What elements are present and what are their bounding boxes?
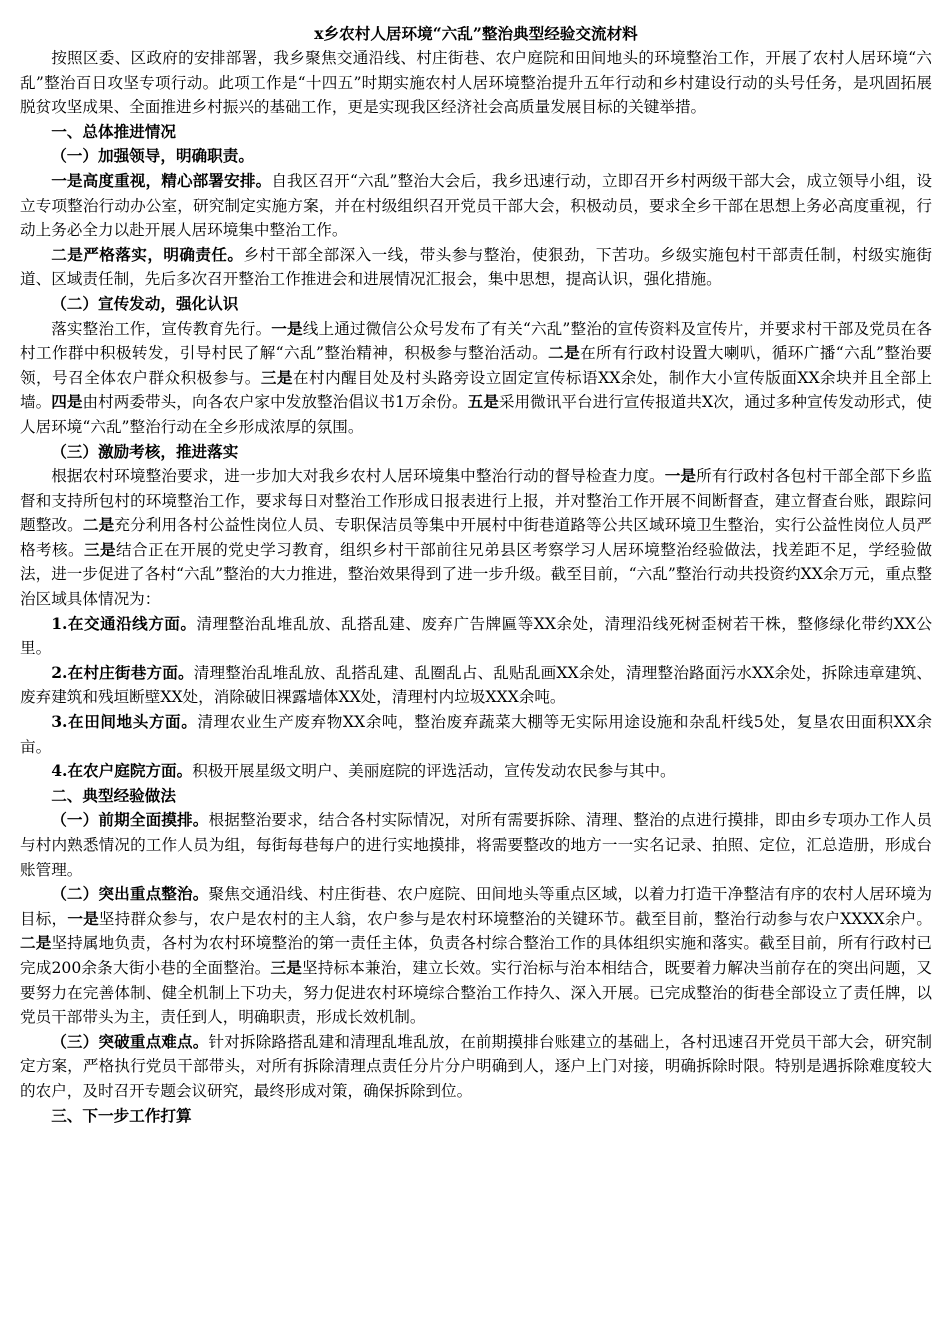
body-text: 所有行政村各包村干部全部下乡监督和支持所包村的环境整治工作，要求每日对整治工作形成日报表进行上报，并对整治工作开展不间断督查，建立督查台账，跟踪问题整改。 (20, 467, 932, 535)
section2-paragraph1 (20, 808, 932, 882)
list-item (20, 759, 932, 784)
section1-sub1-paragraph2 (20, 243, 932, 292)
list-item (20, 661, 932, 710)
body-text: 充分利用各村公益性岗位人员、专职保洁员等集中开展村中街巷道路等公共区域环境卫生整治，实行公益性岗位人员严格考核。 (20, 516, 932, 559)
keyword: 一是 (67, 908, 99, 928)
section1-heading: 一、总体推进情况 (51, 121, 176, 141)
section1-sub3-paragraph (20, 464, 932, 612)
keyword: 二是 (548, 343, 581, 363)
body-text: 清理整治乱堆乱放、乱搭乱建、废弃广告牌匾等XX余处，清理沿线死树歪树若干株，整修绿化带约XX公里。 (20, 614, 932, 658)
list-item (20, 710, 932, 759)
list-item (20, 612, 932, 661)
section1-sub1-paragraph1 (20, 169, 932, 243)
section1-sub1-heading: （一）加强领导，明确职责。 (51, 146, 254, 166)
body-text: 结合正在开展的党史学习教育，组织乡村干部前往兄弟县区考察学习人居环境整治经验做法，找差距不足，学经验做法，进一步促进了各村“六乱”整治的大力推进，整治效果得到了进一步升级。截至目前，“六乱”整治行动共投资约XX余万元，重点整治区域具体情况为： (20, 540, 932, 609)
lead-text: （一）前期全面摸排。 (51, 810, 209, 830)
lead-text: （二）突出重点整治。 (51, 884, 209, 904)
body-text: 采用微讯平台进行宣传报道共X次，通过多种宣传发动形式，使人居环境“六乱”整治行动在全乡形成浓厚的氛围。 (20, 393, 932, 436)
body-text: 线上通过微信公众号发布了有关“六乱”整治的宣传资料及宣传片，并要求村干部及党员在各村工作群中积极转发，引导村民了解“六乱”整治精神，积极参与整治活动。 (20, 319, 932, 363)
keyword: 二是 (82, 515, 115, 535)
body-text: 清理农业生产废弃物XX余吨，整治废弃蔬菜大棚等无实际用途设施和杂乱杆线5处，复垦农田面积XX余亩。 (20, 713, 933, 756)
body-text: 乡村干部全部深入一线，带头参与整治，使狠劲，下苦功。乡级实施包村干部责任制，村级实施街道、区域责任制，先后多次召开整治工作推进会和进展情况汇报会，集中思想，提高认识，强化措施。 (20, 245, 932, 289)
body-text: 由村两委带头，向各农户家中发放整治倡议书1万余份。 (82, 393, 468, 412)
document-title: x乡农村人居环境“六乱”整治典型经验交流材料 (314, 24, 638, 43)
body-text: 聚焦交通沿线、村庄街巷、农户庭院、田间地头等重点区域，以着力打造干净整洁有序的农村人居环境为目标， (20, 885, 932, 928)
section3-heading: 三、下一步工作打算 (51, 1105, 192, 1125)
keyword: 三是 (260, 367, 293, 387)
body-text: 针对拆除路搭乱建和清理乱堆乱放，在前期摸排台账建立的基础上，各村迅速召开党员干部大会，研究制定方案，严格执行党员干部带头，对所有拆除清理点责任分片分户明确到人，逐户上门对接，明确拆除时限。特别是遇拆除难度较大的农户，及时召开专题会议研究，最终形成对策，确保拆除到位。 (20, 1032, 932, 1100)
keyword: 四是 (51, 392, 83, 412)
lead-text: 3.在田间地头方面。 (51, 712, 198, 732)
section1-sub2-paragraph (20, 317, 932, 440)
lead-text: 1.在交通沿线方面。 (51, 613, 197, 633)
section2-heading: 二、典型经验做法 (51, 785, 176, 805)
section2-paragraph2 (20, 882, 932, 1030)
section1-sub2-heading: （二）宣传发动，强化认识 (51, 293, 239, 313)
body-text: 在村内醒目处及村头路旁设立固定宣传标语XX余处，制作大小宣传版面XX余块并且全部上墙。 (20, 368, 932, 412)
section2-paragraph3 (20, 1030, 932, 1104)
lead-text: 二是严格落实，明确责任。 (51, 244, 244, 264)
body-text: 积极开展星级文明户、美丽庭院的评选活动，宣传发动农民参与其中。 (192, 762, 676, 781)
keyword: 一是 (271, 318, 303, 338)
body-text: 根据整治要求，结合各村实际情况，对所有需要拆除、清理、整治的点进行摸排，即由乡专项办工作人员与村内熟悉情况的工作人员为组，每街每巷每户的进行实地摸排，将需要整改的地方一一实名记录、拍照、定位，汇总造册，形成台账管理。 (20, 811, 932, 879)
keyword: 三是 (84, 539, 117, 559)
keyword: 一是 (664, 466, 697, 486)
intro-paragraph: 按照区委、区政府的安排部署，我乡聚焦交通沿线、村庄街巷、农户庭院和田间地头的环境整治工作，开展了农村人居环境“六乱”整治百日攻坚专项行动。此项工作是“十四五”时期实施农村人居环境整治提升五年行动和乡村建设行动的头号任务，是巩固拓展脱贫攻坚成果、全面推进乡村振兴的基础工作，更是实现我区经济社会高质量发展目标的关键举措。 (20, 49, 932, 117)
body-text: 自我区召开“六乱”整治大会后，我乡迅速行动，立即召开乡村两级干部大会，成立领导小组，设立专项整治行动办公室，研究制定实施方案，并在村级组织召开党员干部大会，积极动员，要求全乡干部在思想上务必高度重视，行动上务必全力以赴开展人居环境集中整治工作。 (20, 171, 932, 240)
lead-text: 4.在农户庭院方面。 (51, 761, 193, 781)
lead-text: 2.在村庄街巷方面。 (51, 662, 194, 682)
section1-sub3-heading: （三）激励考核，推进落实 (51, 441, 239, 461)
keyword: 二是 (20, 933, 52, 953)
body-text: 在所有行政村设置大喇叭，循环广播“六乱”整治要领，号召全体农户群众积极参与。 (20, 344, 932, 387)
body-text: 坚持群众参与，农户是农村的主人翁，农户参与是农村环境整治的关键环节。截至目前，整治行动参与农户XXXX余户。 (98, 909, 932, 928)
lead-text: 一是高度重视，精心部署安排。 (51, 170, 272, 190)
keyword: 三是 (270, 957, 302, 977)
body-text: 清理整治乱堆乱放、乱搭乱建、乱圈乱占、乱贴乱画XX余处，清理整治路面污水XX余处，拆除违章建筑、废弃建筑和残垣断壁XX处，消除破旧裸露墙体XX处，清理村内垃圾XXX余吨。 (20, 663, 932, 707)
body-text: 根据农村环境整治要求，进一步加大对我乡农村人居环境集中整治行动的督导检查力度。 (51, 467, 665, 486)
body-text: 落实整治工作，宣传教育先行。 (51, 319, 272, 338)
lead-text: （三）突破重点难点。 (51, 1031, 209, 1051)
body-text: 坚持标本兼治，建立长效。实行治标与治本相结合，既要着力解决当前存在的突出问题，又要努力在完善体制、健全机制上下功夫，努力促进农村环境综合整治工作持久、深入开展。已完成整治的街巷全部设立了责任牌，以党员干部带头为主，责任到人，明确职责，形成长效机制。 (20, 958, 932, 1027)
body-text: 坚持属地负责，各村为农村环境整治的第一责任主体，负责各村综合整治工作的具体组织实施和落实。截至目前，所有行政村已完成200余条大街小巷的全面整治。 (20, 934, 932, 977)
keyword: 五是 (467, 392, 499, 412)
